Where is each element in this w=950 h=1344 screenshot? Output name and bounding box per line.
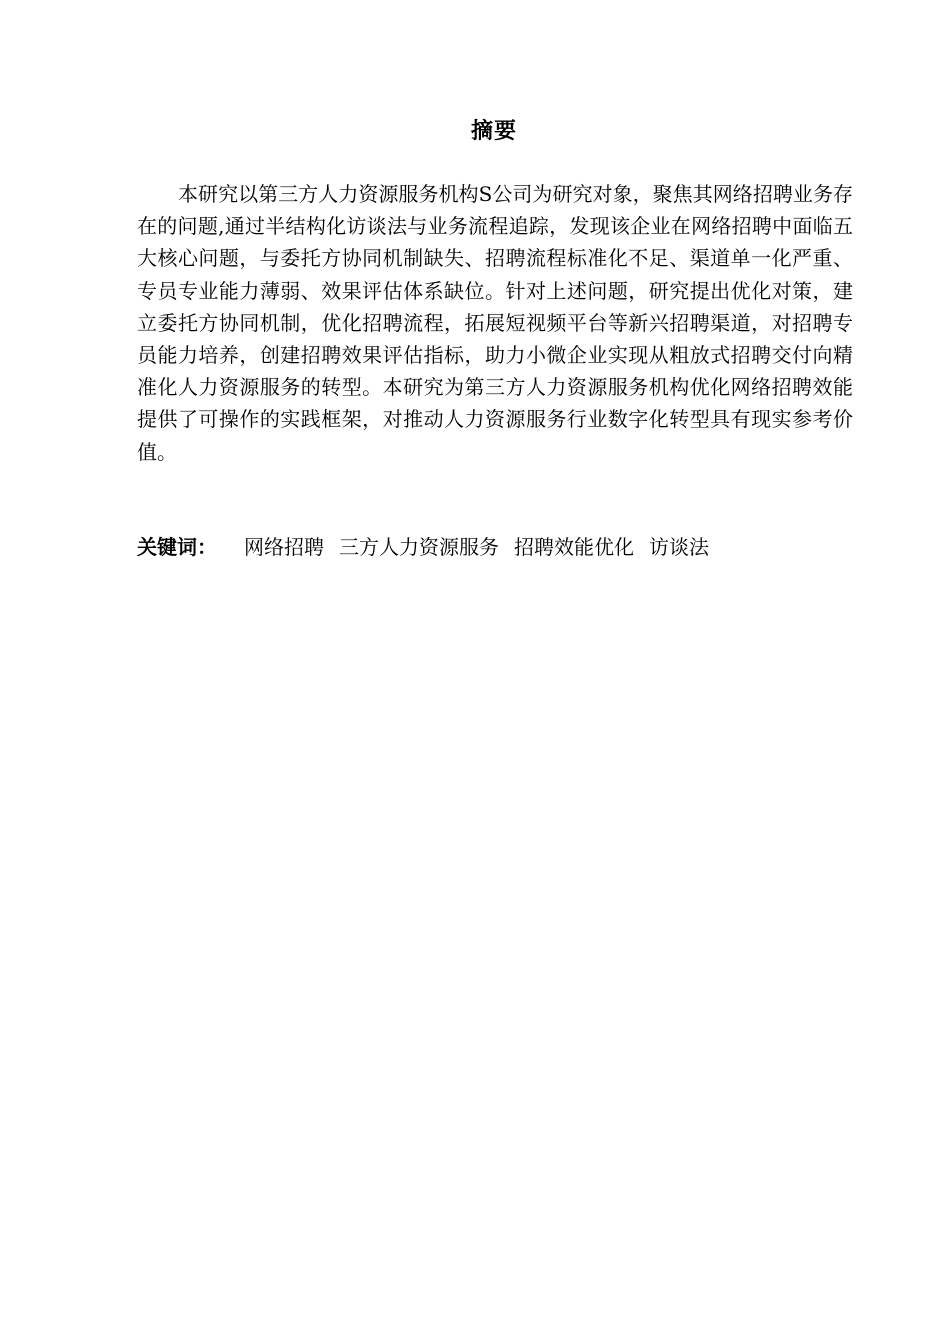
keywords-line <box>137 531 857 564</box>
keyword-item: 招聘效能优化 <box>514 535 634 559</box>
keywords-label: 关键词： <box>137 535 217 559</box>
keyword-item: 三方人力资源服务 <box>339 535 499 559</box>
abstract-title: 摘要 <box>470 119 517 144</box>
abstract-body: 本研究以第三方人力资源服务机构S公司为研究对象，聚焦其网络招聘业务存在的问题,通过半结构化访谈法与业务流程追踪，发现该企业在网络招聘中面临五大核心问题，与委托方协同机制缺失、招聘流程标准化不足、渠道单一化严重、专员专业能力薄弱、效果评估体系缺位。针对上述问题，研究提出优化对策，建立委托方协同机制，优化招聘流程，拓展短视频平台等新兴招聘渠道，对招聘专员能力培养，创建招聘效果评估指标，助力小微企业实现从粗放式招聘交付向精准化人力资源服务的转型。本研究为第三方人力资源服务机构优化网络招聘效能提供了可操作的实践框架，对推动人力资源服务行业数字化转型具有现实参考价值。 <box>137 182 853 464</box>
keyword-item: 网络招聘 <box>244 535 324 559</box>
keyword-item: 访谈法 <box>649 535 709 559</box>
